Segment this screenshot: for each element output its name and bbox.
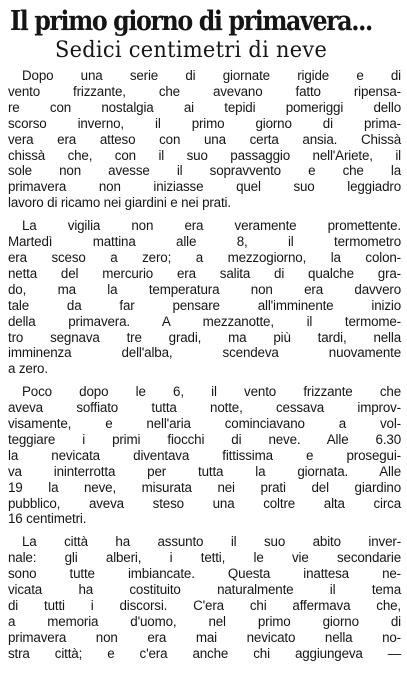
text-line: tale da far pensare all'imminente inizio bbox=[8, 297, 401, 313]
text-line: a zero. bbox=[8, 361, 48, 377]
text-line: imminenza dell'alba, scendeva nuovamente bbox=[8, 345, 401, 361]
text-line: lavoro di ricamo nei giardini e nei prati. bbox=[8, 195, 231, 211]
text-line: re con nostalgia ai tepidi pomeriggi dello bbox=[8, 99, 401, 115]
text-line: era sceso a zero; a mezzogiorno, la colon- bbox=[8, 249, 401, 265]
text-line: tro segnava tre gradi, ma più tardi, nella bbox=[8, 329, 401, 345]
text-line: 19 la neve, misurata nei prati del giardino bbox=[8, 479, 401, 495]
text-line: di tutti i discorsi. C'era chi affermava che, bbox=[8, 598, 401, 613]
paragraph-1 bbox=[8, 68, 401, 211]
text-line: a memoria d'uomo, nel primo giorno di bbox=[8, 613, 401, 629]
text-line: 16 centimetri. bbox=[8, 511, 87, 527]
text-line: pubblico, aveva steso una coltre alta circa bbox=[8, 495, 401, 511]
text-line: stra città; e c'era anche chi aggiungeva — bbox=[8, 645, 401, 661]
text-line: sono tutte imbiancate. Questa inattesa ne- bbox=[8, 566, 401, 582]
text-line: do, ma la temperatura non era davvero bbox=[8, 281, 401, 297]
text-line: vera era atteso con una certa ansia. Chissà bbox=[8, 131, 401, 147]
text-line: netta del mercurio era salita di qualche gra- bbox=[8, 265, 401, 281]
subheadline: Sedici centimetri di neve bbox=[55, 38, 328, 63]
article-body bbox=[8, 68, 401, 662]
text-line: nale: gli alberi, i tetti, le vie secondarie bbox=[8, 550, 401, 566]
headline: Il primo giorno di primavera... bbox=[10, 6, 372, 37]
text-line: aveva soffiato tutta notte, cessava improv- bbox=[8, 400, 401, 416]
paragraph-4 bbox=[8, 534, 401, 661]
text-line: Martedì mattina alle 8, il termometro bbox=[8, 234, 401, 250]
text-line: vento frizzante, che avevano fatto ripensa- bbox=[8, 83, 401, 99]
text-line: vicata ha costituito naturalmente il tema bbox=[8, 582, 401, 598]
text-line: della primavera. A mezzanotte, il termome- bbox=[8, 313, 401, 329]
text-line: primavera non era mai nevicato nella no- bbox=[8, 629, 401, 645]
text-line: va ininterrotta per tutta la giornata. Alle bbox=[8, 463, 401, 479]
text-line: La vigilia non era veramente promettente. bbox=[22, 218, 401, 234]
text-line: teggiare i primi fiocchi di neve. Alle 6.30 bbox=[8, 431, 401, 447]
text-line: sole non avesse il sopravvento e che la bbox=[8, 163, 401, 179]
text-line: scorso inverno, il primo giorno di prima- bbox=[8, 115, 401, 131]
page-edge bbox=[403, 0, 407, 696]
paragraph-3 bbox=[8, 384, 401, 527]
text-line: Poco dopo le 6, il vento frizzante che bbox=[22, 384, 401, 400]
text-line: chissà che, con il suo passaggio nell'Ariete, il bbox=[8, 147, 401, 163]
text-line: la nevicata diventava fittissima e prosegui- bbox=[8, 447, 401, 463]
text-line: visamente, e nell'aria cominciavano a vol- bbox=[8, 416, 401, 432]
text-line: La città ha assunto il suo abito inver- bbox=[22, 534, 401, 550]
paragraph-2 bbox=[8, 218, 401, 377]
text-line: primavera non iniziasse quel suo leggiadro bbox=[8, 179, 401, 195]
text-line: Dopo una serie di giornate rigide e di bbox=[22, 68, 401, 83]
